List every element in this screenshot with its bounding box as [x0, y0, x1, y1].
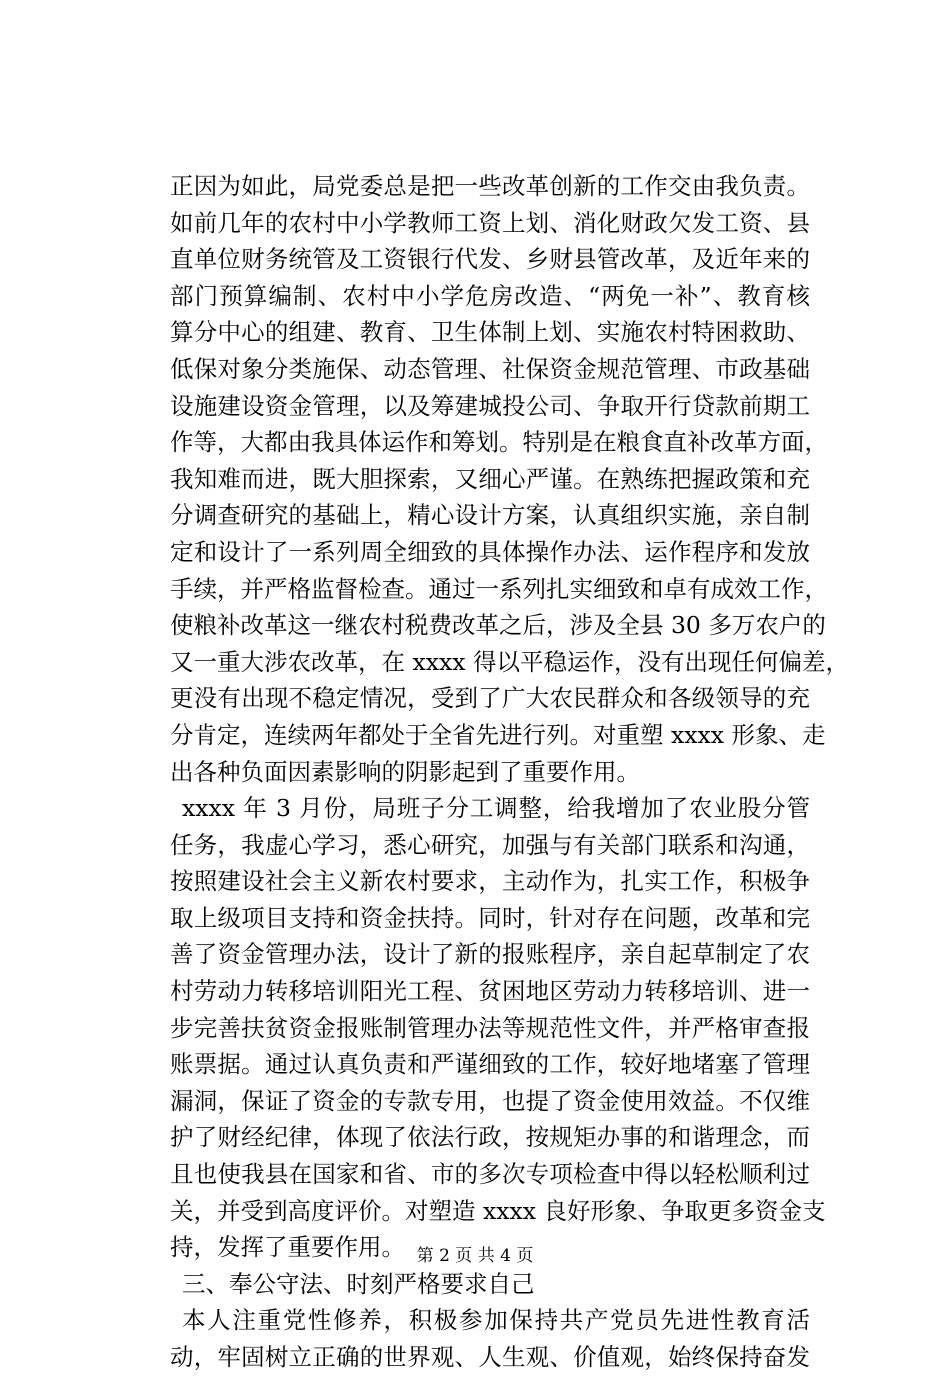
document-body — [170, 168, 849, 1376]
text-line: 手续，并严格监督检查。通过一系列扎实细致和卓有成效工作， — [170, 574, 828, 603]
text-line: 正因为如此，局党委总是把一些改革创新的工作交由我负责。 — [170, 172, 810, 200]
text-line: 取上级项目支持和资金扶持。同时，针对存在问题，改革和完 — [170, 903, 810, 932]
text-line: 村劳动力转移培训阳光工程、贫困地区劳动力转移培训、进一 — [170, 977, 810, 1006]
text-line: 设施建设资金管理，以及筹建城投公司、争取开行贷款前期工 — [170, 391, 810, 420]
text-line: 持，发挥了重要作用。 — [170, 1233, 405, 1262]
text-line: 任务，我虚心学习，悉心研究，加强与有关部门联系和沟通， — [170, 830, 810, 859]
text-line: 又一重大涉农改革，在 xxxx 得以平稳运作，没有出现任何偏差， — [170, 647, 849, 676]
text-line: 按照建设社会主义新农村要求，主动作为，扎实工作，积极争 — [170, 867, 810, 896]
text-line: 善了资金管理办法，设计了新的报账程序，亲自起草制定了农 — [170, 940, 810, 969]
text-line: 分肯定，连续两年都处于全省先进行列。对重塑 xxxx 形象、走 — [170, 720, 826, 749]
text-line: 步完善扶贫资金报账制管理办法等规范性文件，并严格审查报 — [170, 1013, 810, 1042]
text-line: 漏洞，保证了资金的专款专用，也提了资金使用效益。不仅维 — [170, 1086, 810, 1115]
text-line: 出各种负面因素影响的阴影起到了重要作用。 — [170, 757, 640, 786]
text-line: 部门预算编制、农村中小学危房改造、“两免一补”、教育核 — [170, 281, 810, 310]
text-line: 作等，大都由我具体运作和筹划。特别是在粮食直补改革方面， — [170, 428, 828, 457]
text-line: 如前几年的农村中小学教师工资上划、消化财政欠发工资、县 — [170, 208, 810, 237]
page-footer — [0, 1246, 950, 1266]
text-line: 我知难而进，既大胆探索，又细心严谨。在熟练把握政策和充 — [170, 464, 810, 493]
text-line: 低保对象分类施保、动态管理、社保资金规范管理、市政基础 — [170, 354, 810, 383]
text-line: 分调查研究的基础上，精心设计方案，认真组织实施，亲自制 — [170, 501, 810, 530]
paragraph-first-line: xxxx 年 3 月份，局班子分工调整，给我增加了农业股分管 — [182, 794, 810, 823]
text-line: 账票据。通过认真负责和严谨细致的工作，较好地堵塞了管理 — [170, 1050, 810, 1079]
text-line: 定和设计了一系列周全细致的具体操作办法、运作程序和发放 — [170, 537, 810, 566]
text-line: 更没有出现不稳定情况，受到了广大农民群众和各级领导的充 — [170, 684, 810, 713]
text-line: 且也使我县在国家和省、市的多次专项检查中得以轻松顺利过 — [170, 1160, 810, 1189]
text-line: 直单位财务统管及工资银行代发、乡财县管改革，及近年来的 — [170, 245, 810, 274]
text-line: 动，牢固树立正确的世界观、人生观、价值观，始终保持奋发 — [170, 1343, 810, 1371]
text-line: 算分中心的组建、教育、卫生体制上划、实施农村特困救助、 — [170, 318, 810, 347]
page-number: 第 2 页 共 4 页 — [416, 1246, 534, 1266]
text-line: 护了财经纪律，体现了依法行政，按规矩办事的和谐理念，而 — [170, 1123, 810, 1152]
section-heading: 三、奉公守法、时刻严格要求自己 — [182, 1269, 535, 1298]
paragraph-first-line: 本人注重党性修养，积极参加保持共产党员先进性教育活 — [182, 1306, 810, 1335]
text-line: 使粮补改革这一继农村税费改革之后，涉及全县 30 多万农户的 — [170, 611, 826, 640]
text-line: 关，并受到高度评价。对塑造 xxxx 良好形象、争取更多资金支 — [170, 1196, 826, 1225]
